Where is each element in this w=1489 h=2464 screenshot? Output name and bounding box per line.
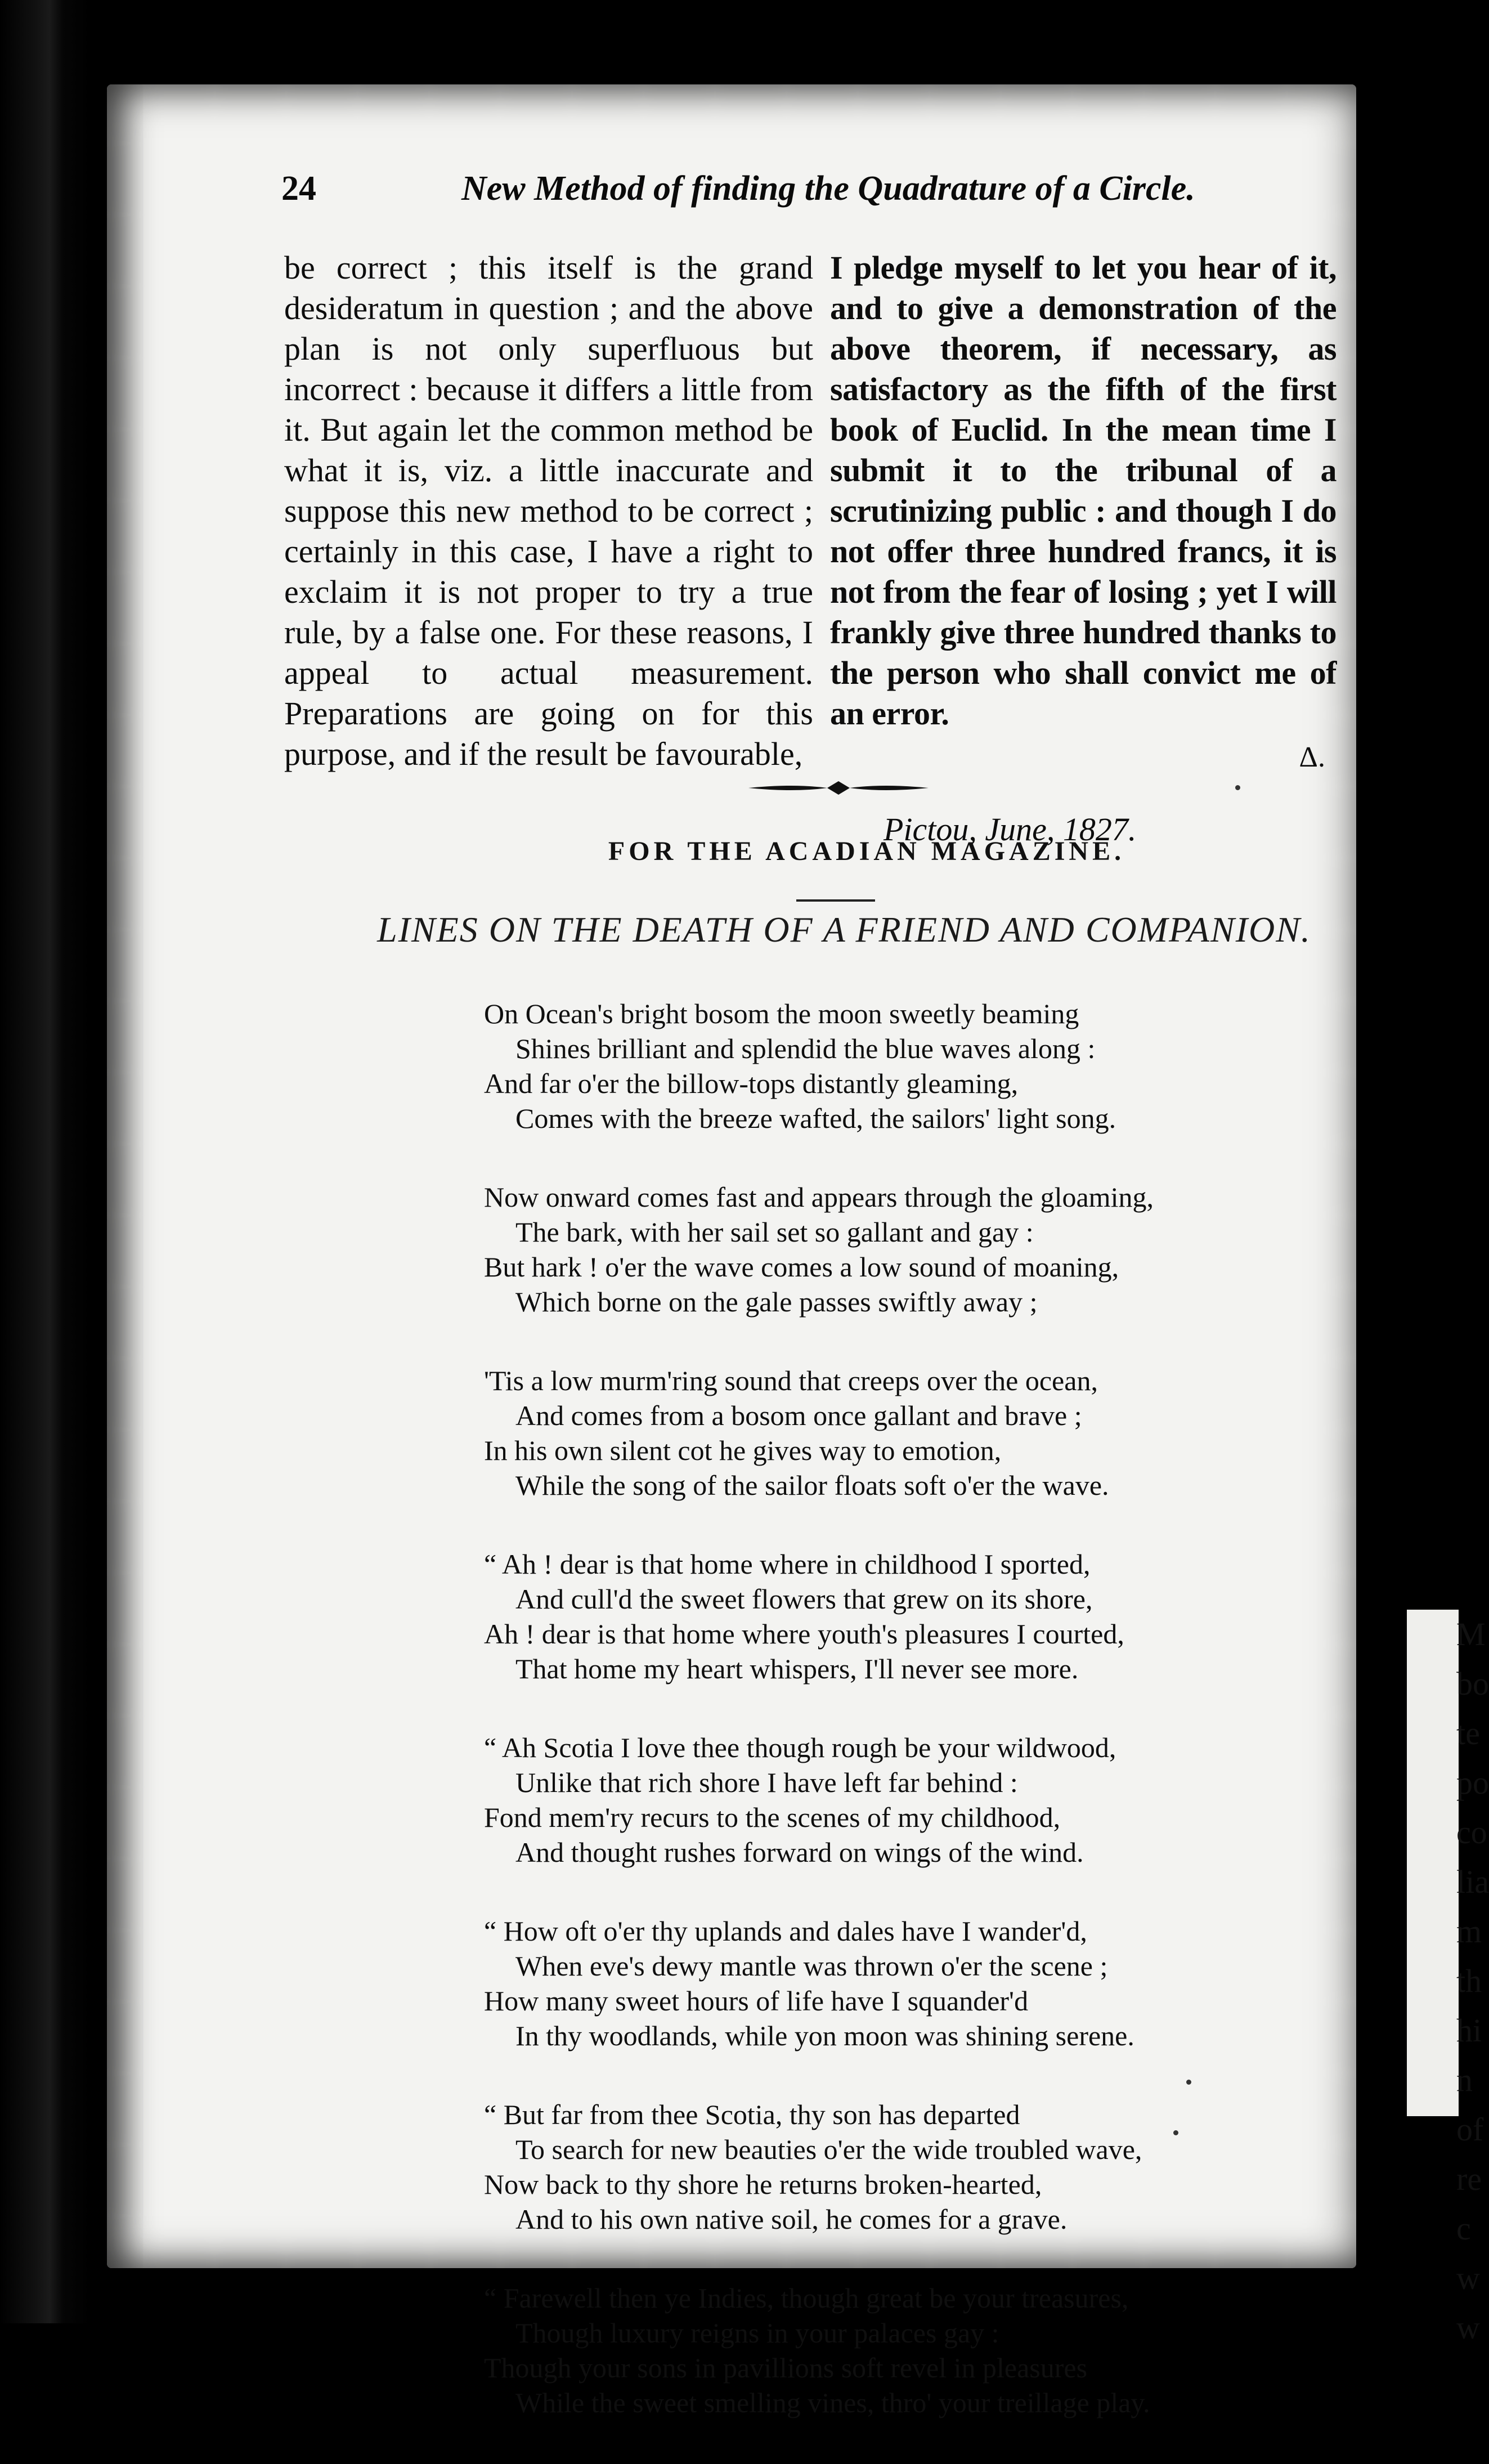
poem-line: Which borne on the gale passes swiftly away ; xyxy=(515,1286,1038,1318)
poem-line: In thy woodlands, while yon moon was shining serene. xyxy=(515,2020,1134,2051)
poem-line: And comes from a bosom once gallant and brave ; xyxy=(515,1400,1082,1431)
facing-page-fragment-line: th xyxy=(1456,1963,1482,1999)
poem-line: Though your sons in pavillions soft revel in pleasures xyxy=(484,2352,1088,2384)
dateline: Pictou, June, 1827. xyxy=(883,811,1137,848)
poem-line: That home my heart whispers, I'll never see more. xyxy=(515,1653,1079,1685)
poem-stanza xyxy=(484,996,1300,1136)
poem-line: “ How oft o'er thy uplands and dales have I wander'd, xyxy=(484,1915,1087,1947)
poem-line: The bark, with her sail set so gallant and gay : xyxy=(515,1216,1034,1248)
poem-line: On Ocean's bright bosom the moon sweetly beaming xyxy=(484,998,1079,1029)
poem-line: And thought rushes forward on wings of the wind. xyxy=(515,1836,1084,1868)
poem-line: To search for new beauties o'er the wide troubled wave, xyxy=(515,2134,1142,2165)
poem-body xyxy=(484,996,1300,2464)
poem-line: In his own silent cot he gives way to emotion, xyxy=(484,1435,1002,1466)
facing-page-fragment-line: of xyxy=(1456,2111,1484,2148)
section-divider-ornament xyxy=(748,771,929,805)
poem-line: Shines brilliant and splendid the blue waves along : xyxy=(515,1033,1096,1064)
poem-line: Now back to thy shore he returns broken-hearted, xyxy=(484,2169,1042,2200)
left-column-text: be correct ; this itself is the grand desideratum in question ; and the above plan is not only superfluous but incorrect : because it differs a little from it. But again let the common method be what it is, viz. a little inaccurate and suppose this new method to be correct ; certainly in this case, I have a right to exclaim it is not proper to try a true rule, by a false one. For these reasons, I appeal to actual measurement. Preparations are going on for this purpose, and if the result be favourable, xyxy=(284,249,813,772)
poem-line: Now onward comes fast and appears through the gloaming, xyxy=(484,1181,1154,1213)
poem-line: Comes with the breeze wafted, the sailors' light song. xyxy=(515,1103,1116,1134)
facing-page-fragment xyxy=(1407,1610,1489,2346)
facing-page-fragment-line: n xyxy=(1456,2062,1473,2098)
facing-page-fragment-line: po xyxy=(1456,1764,1489,1801)
running-head-title: New Method of finding the Quadrature of a Circle. xyxy=(461,169,1195,208)
poem-line: “ But far from thee Scotia, thy son has departed xyxy=(484,2099,1020,2130)
right-column-text: I pledge myself to let you hear of it, and to give a demonstration of the above theorem, if necessary, as satisfactory as the fifth of the first book of Euclid. In the mean time I submit it to the tribunal of a scrutinizing public : and though I do not offer three hundred francs, it is not from the fear of losing ; yet I will frankly give three hundred thanks to the person who shall convict me of an error. xyxy=(830,249,1336,732)
poem-stanza xyxy=(484,2281,1300,2420)
facing-page-fragment-line: bo xyxy=(1456,1665,1489,1702)
author-signature: Δ. xyxy=(1299,741,1325,773)
facing-page-fragment-line: te xyxy=(1456,1715,1480,1751)
poem-line: “ Ah Scotia I love thee though rough be your wildwood, xyxy=(484,1732,1116,1763)
poem-line: When eve's dewy mantle was thrown o'er the scene ; xyxy=(515,1950,1108,1982)
poem-stanza xyxy=(484,2097,1300,2237)
poem-line: “ Farewell then ye Indies, though great be your treasures, xyxy=(484,2282,1129,2314)
poem-line: And cull'd the sweet flowers that grew on its shore, xyxy=(515,1583,1093,1615)
poem-stanza xyxy=(484,1730,1300,1870)
page-number: 24 xyxy=(281,169,316,208)
poem-stanza xyxy=(484,1180,1300,1319)
facing-page-fragment-line: w xyxy=(1456,2309,1480,2346)
facing-page-letters xyxy=(1407,1610,1489,2353)
section-head: FOR THE ACADIAN MAGAZINE. xyxy=(608,836,1125,866)
head-rule xyxy=(796,899,875,902)
poem-line: And far o'er the billow-tops distantly gleaming, xyxy=(484,1068,1019,1099)
facing-page-fragment-line: c xyxy=(1456,2210,1471,2247)
poem-line: While the song of the sailor floats soft o'er the wave. xyxy=(515,1470,1109,1501)
poem-stanza xyxy=(484,1547,1300,1686)
poem-line: 'Tis a low murm'ring sound that creeps over the ocean, xyxy=(484,1365,1098,1396)
facing-page-fragment-line: hi xyxy=(1456,2012,1482,2049)
facing-page-fragment-line: re xyxy=(1456,2161,1482,2197)
facing-page-fragment-line: m xyxy=(1456,1913,1482,1950)
poem-line: Though luxury reigns in your palaces gay : xyxy=(515,2317,999,2349)
facing-page-fragment-line: co xyxy=(1456,1814,1487,1851)
poem-line: “ Ah ! dear is that home where in childhood I sported, xyxy=(484,1548,1091,1580)
running-head xyxy=(281,169,1193,214)
poem-line: How many sweet hours of life have I squander'd xyxy=(484,1985,1029,2017)
poem-stanza xyxy=(484,1914,1300,2053)
poem-title: LINES ON THE DEATH OF A FRIEND AND COMPANION. xyxy=(377,910,1311,949)
left-column xyxy=(284,248,813,774)
poem-line: And to his own native soil, he comes for a grave. xyxy=(515,2203,1068,2235)
right-column xyxy=(830,248,1336,850)
facing-page-fragment-line: w xyxy=(1456,2260,1480,2296)
facing-page-fragment-line: M xyxy=(1456,1616,1486,1652)
poem-line: But hark ! o'er the wave comes a low sound of moaning, xyxy=(484,1251,1119,1283)
poem-stanza xyxy=(484,1363,1300,1503)
poem-line: While the sweet smelling vines, thro' your treillage play. xyxy=(515,2387,1150,2418)
poem-line: Ah ! dear is that home where youth's pleasures I courted, xyxy=(484,1618,1124,1650)
poem-line: Unlike that rich shore I have left far behind : xyxy=(515,1767,1018,1798)
book-spine xyxy=(0,0,90,2323)
poem-line: Fond mem'ry recurs to the scenes of my childhood, xyxy=(484,1802,1061,1833)
facing-page-fragment-line: lia xyxy=(1456,1863,1489,1900)
